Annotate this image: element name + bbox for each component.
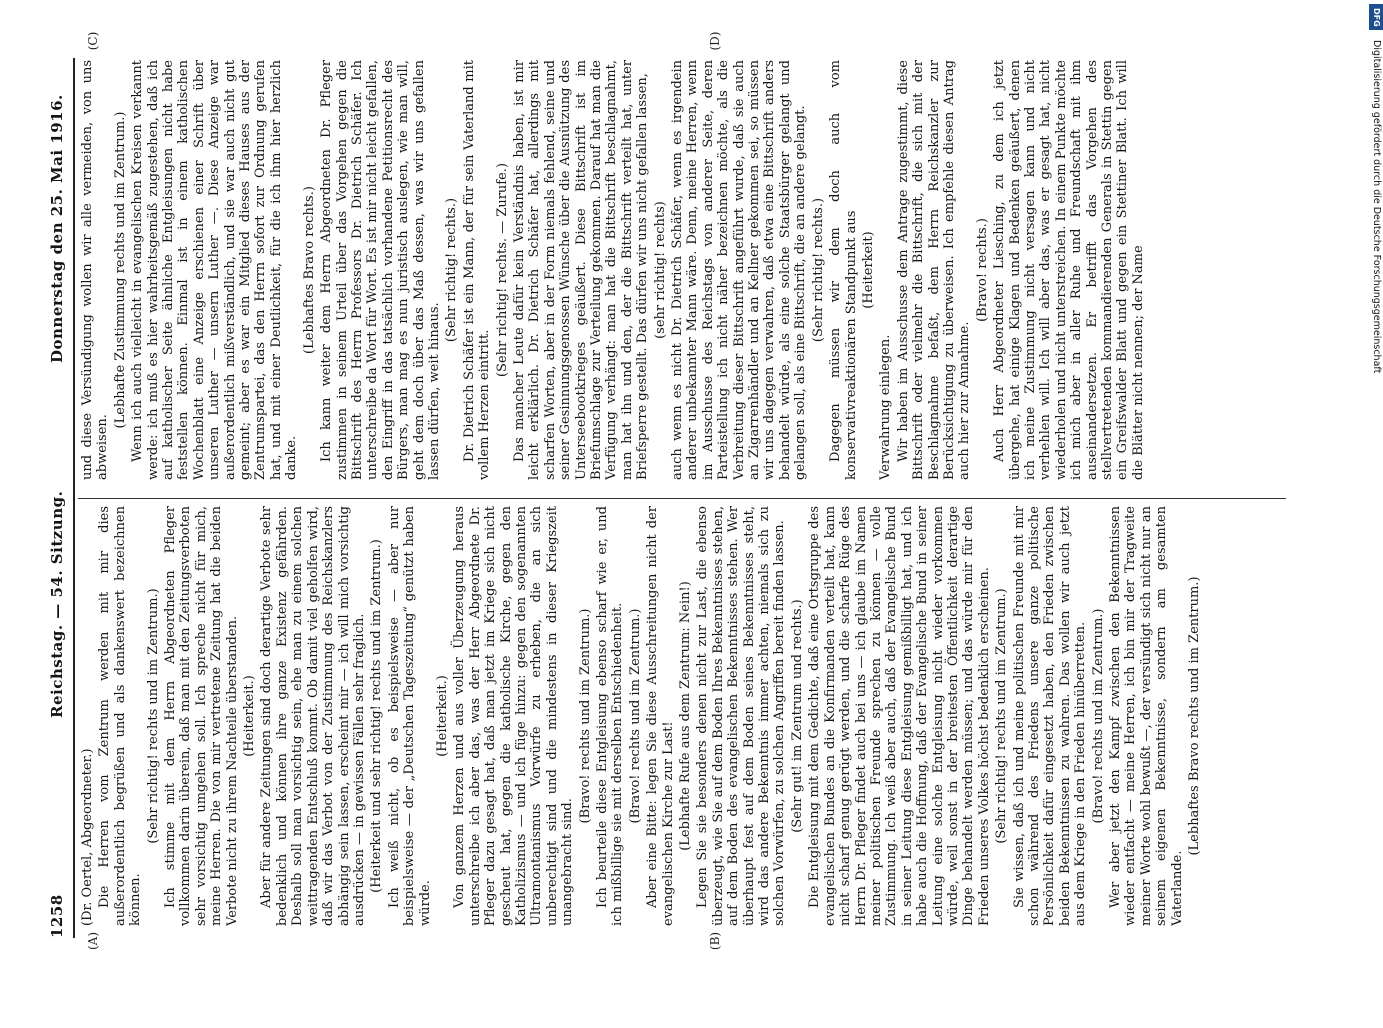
interjection: (Sehr richtig! rechts. — Zurufe.): [494, 162, 510, 378]
page-number: 1258: [48, 894, 66, 938]
paragraph: Auch Herr Abgeordneter Liesching, zu dem ich jetzt übergehe, hat einige Klagen und Bedenken geäußert, denen ich meine Zustimmung nicht versagen kann und nicht verhehlen will. Ich will aber das, was er gesagt hat, nicht wiederholen und nicht unterstreichen. In einem Punkte möchte ich mich aber in aller Ruhe und Freundschaft mit ihm auseinandersetzen. Er betrifft das Vorgehen des stellvertretenden kommandierenden Generals in Stettin gegen ein Greifswalder Blatt und gegen ein Stettiner Blatt. Ich will die Blätter nicht nennen; der Name: [992, 60, 1146, 480]
interjection: (Bravo! rechts.): [974, 218, 990, 322]
paragraph: Wer aber jetzt den Kampf zwischen den Bekenntnissen wieder entfacht — meine Herren, ich bin mir der Tragweite meiner Worte wohl bewußt —, der versündigt sich nicht nur an seinem eigenen Bekenntnisse, sondern am gesamten Vaterlande.: [1108, 506, 1185, 926]
column-separator: [78, 498, 1286, 499]
paragraph: Aber für andere Zeitungen sind doch derartige Verbote sehr bedenklich und können ihre ganze Existenz gefährden. Deshalb soll man vorsichtig sein, ehe man zu einem solchen weittragenden Entschluß kommt. Ob damit viel geholfen wird, daß wir das Verbot von der Zustimmung des Reichskanzlers abhängig sein lassen, erscheint mir — ich will mich vorsichtig ausdrücken — in gewissen Fällen sehr fraglich.: [259, 506, 367, 926]
interjection: (Sehr richtig! rechts.): [810, 197, 826, 343]
interjection: (Sehr richtig! rechts und im Zentrum.): [145, 588, 161, 844]
interjection: (Lebhafte Zustimmung rechts und im Zentrum.): [112, 111, 128, 429]
margin-marker-c: (C): [86, 31, 100, 51]
paragraph: Ich beurteile diese Entgleisung ebenso scharf wie er, und ich mißbillige sie mit derselben Entschiedenheit.: [595, 506, 626, 926]
margin-marker-d: (D): [708, 31, 722, 51]
session-date: Donnerstag den 25. Mai 1916.: [48, 94, 66, 363]
interjection: (Heiterkeit.): [434, 675, 450, 757]
interjection: (Lebhaftes Bravo rechts.): [301, 186, 317, 354]
page-header: [48, 58, 70, 938]
interjection: (Bravo! rechts und im Zentrum.): [1090, 608, 1106, 824]
interjection: (Heiterkeit und sehr richtig! rechts und im Zentrum.): [369, 539, 385, 893]
interjection: (Sehr richtig! rechts.): [444, 197, 460, 343]
left-column: [80, 506, 1280, 926]
interjection: (Heiterkeit): [860, 231, 876, 309]
speaker-line: (Dr. Oertel, Abgeordneter.): [80, 748, 95, 926]
interjection: (Bravo! rechts und im Zentrum.): [627, 608, 643, 824]
interjection: (Bravo! rechts und im Zentrum.): [577, 608, 593, 824]
dfg-logo: DFG: [1369, 4, 1383, 30]
right-column: [80, 60, 1280, 480]
paragraph: Dagegen müssen wir dem doch auch vom konservativreaktionären Standpunkt aus: [828, 60, 859, 480]
paragraph: auch wenn es nicht Dr. Dietrich Schäfer, wenn es irgendein anderer unbekannter Mann wäre. Denn, meine Herren, wenn im Ausschusse des Reichstags von anderer Seite, deren Parteistellung ich nicht näher bezeichnen möchte, als die Verbreitung dieser Bittschrift angeführt wurde, daß sie auch an Zigarrenhändler und an Kellner gekommen sei, so müssen wir uns dagegen verwahren, daß etwa eine Bittschrift anders behandelt würde, als eine solche Staatsbürger gelangt und gelangen soll, als eine Bittschrift, die an andere gelangt.: [670, 60, 809, 480]
paragraph: Das mancher Leute dafür kein Verständnis haben, ist mir leicht erklärlich. Dr. Dietrich Schäfer hat, allerdings mit scharfen Worten, aber in der Form niemals fehlend, seine und seiner Gesinnungsgenossen Wünsche über die Ausnützung des Unterseebootkrieges geäußert. Diese Bittschrift ist im Briefumschlage zur Verteilung gekommen. Darauf hat man die Verfügung verhängt: man hat die Bittschrift beschlagnahmt, man hat ihn und den, der die Bittschrift verteilt hat, unter Briefsperre gestellt. Das dürfen wir uns nicht gefallen lassen,: [511, 60, 651, 480]
interjection: (Heiterkeit.): [242, 675, 258, 757]
paragraph: und diese Versündigung wollen wir alle vermeiden, von uns abweisen.: [80, 60, 111, 480]
header-rule: [73, 58, 75, 938]
interjection: (sehr richtig! rechts): [652, 201, 668, 339]
paragraph: Wenn ich auch vielleicht in evangelischen Kreisen verkannt werde: ich muß es hier wahrheitsgemäß zugestehen, daß ich auf katholischer Seite ähnliche Entgleisungen nicht habe feststellen können. Einmal ist in einem katholischen Wochenblatt eine Anzeige erschienen einer Schrift über unseren Luther — unsern Luther —. Diese Anzeige war außerordentlich mißverständlich, und sie war auch nicht gut gemeint; aber es war ein Mitglied dieses Hauses aus der Zentrumspartei, das den Herrn sofort zur Ordnung gerufen hat, und mit einer Deutlichkeit, für die ich ihm hier herzlich danke.: [130, 60, 300, 480]
paragraph: Ich weiß nicht, ob es beispielsweise — aber nur beispielsweise — der „Deutschen Tageszeitung“ genützt haben würde.: [386, 506, 433, 926]
digitization-note: Digitalisierung gefördert durch die Deutsche Forschungsgemeinschaft: [1371, 40, 1382, 374]
paragraph: Die Herren vom Zentrum werden mit mir dies außerordentlich begrüßen und als dankenswert bezeichnen können.: [97, 506, 144, 926]
margin-marker-a: (A): [86, 931, 100, 951]
interjection: (Sehr gut! im Zentrum und rechts.): [789, 599, 805, 833]
paragraph: Legen Sie sie besonders denen nicht zur Last, die ebenso überzeugt, wie Sie auf dem Boden Ihres Bekenntnisses stehen, auf dem Boden des evangelischen Bekenntnisses stehen. Wer überhaupt fest auf dem Boden seines Bekenntnisses steht, wird das andere Bekenntnis immer achten, niemals sich zu solchen Vorwürfen, zu solchen Angriffen bereit finden lassen.: [695, 506, 788, 926]
paragraph: Sie wissen, daß ich und meine politischen Freunde mit mir schon während des Friedens unsere ganze politische Persönlichkeit dafür eingesetzt haben, den Frieden zwischen beiden Bekenntnissen zu wahren. Das wollen wir auch jetzt aus dem Kriege in den Frieden hinüberretten.: [1011, 506, 1089, 926]
margin-marker-b: (B): [708, 931, 722, 951]
session-title: Reichstag. — 54. Sitzung.: [48, 490, 66, 718]
paragraph: Die Entgleisung mit dem Gedichte, daß eine Ortsgruppe des evangelischen Bundes an die Konfirmanden verteilt hat, kann nicht scharf genug gerügt werden, und die scharfe Rüge des Herrn Dr. Pfleger findet auch bei uns — ich glaube im Namen meiner politischen Freunde sprechen zu können — volle Zustimmung. Ich weiß aber auch, daß der Evangelische Bund in seiner Leitung diese Entgleisung gemißbilligt hat, und ich habe auch die Hoffnung, daß der Evangelische Bund in seiner Leitung eine solche Entgleisung nicht wieder vorkommen würde, weil sonst in der breitesten Öffentlichkeit derartige Dinge behandelt werden müssen; und das würde mir für den Frieden unseres Volkes höchst bedenklich erscheinen.: [807, 506, 992, 926]
paragraph: Dr. Dietrich Schäfer ist ein Mann, der für sein Vaterland mit vollem Herzen eintritt.: [461, 60, 493, 480]
paragraph: Ich stimme mit dem Herrn Abgeordneten Pfleger vollkommen darin überein, daß man mit den Zeitungsverboten sehr vorsichtig umgehen soll. Ich spreche nicht für mich, meine Herren. Die von mir vertretene Zeitung hat die beiden Verbote nicht zu ihrem Nachteile überstanden.: [163, 506, 240, 926]
paragraph: Von ganzem Herzen und aus voller Überzeugung heraus unterschreibe ich aber das, was der Herr Abgeordnete Dr. Pfleger dazu gesagt hat, daß man jetzt im Kriege sich nicht gescheut hat, gegen die katholische Kirche, gegen den Katholizismus — und ich füge hinzu: gegen den sogenannten Ultramontanismus Vorwürfe zu erheben, die an sich unberechtigt sind und die mindestens in dieser Kriegszeit unangebracht sind.: [452, 506, 576, 926]
interjection: (Sehr richtig! rechts und im Zentrum.): [994, 588, 1010, 844]
paragraph: Verwahrung einlegen.: [878, 334, 894, 480]
paragraph: Ich kann weiter dem Herrn Abgeordneten Dr. Pfleger zustimmen in seinem Urteil über das Vorgehen gegen die Bittschrift des Herrn Professors Dr. Dietrich Schäfer. Ich unterschreibe da Wort für Wort. Es ist mir nicht leicht gefallen, den Eingriff in das tatsächlich vorhandene Petitionsrecht des Bürgers, man mag es nun juristisch auslegen, wie man will, geht dem doch über das Maß dessen, was wir uns gefallen lassen dürfen, weit hinaus.: [319, 60, 442, 480]
interjection: (Lebhaftes Bravo rechts und im Zentrum.): [1187, 576, 1203, 856]
paragraph: Aber eine Bitte: legen Sie diese Ausschreitungen nicht der evangelischen Kirche zur Last!: [645, 506, 676, 926]
interjection: (Lebhafte Rufe aus dem Zentrum: Nein!): [678, 581, 694, 851]
paragraph: Wir haben im Ausschusse dem Antrage zugestimmt, diese Bittschrift oder vielmehr die Bittschrift, die sich mit der Beschlagnahme befaßt, dem Herrn Reichskanzler zur Berücksichtigung zu überweisen. Ich empfehle diesen Antrag auch hier zur Annahme.: [895, 60, 973, 480]
